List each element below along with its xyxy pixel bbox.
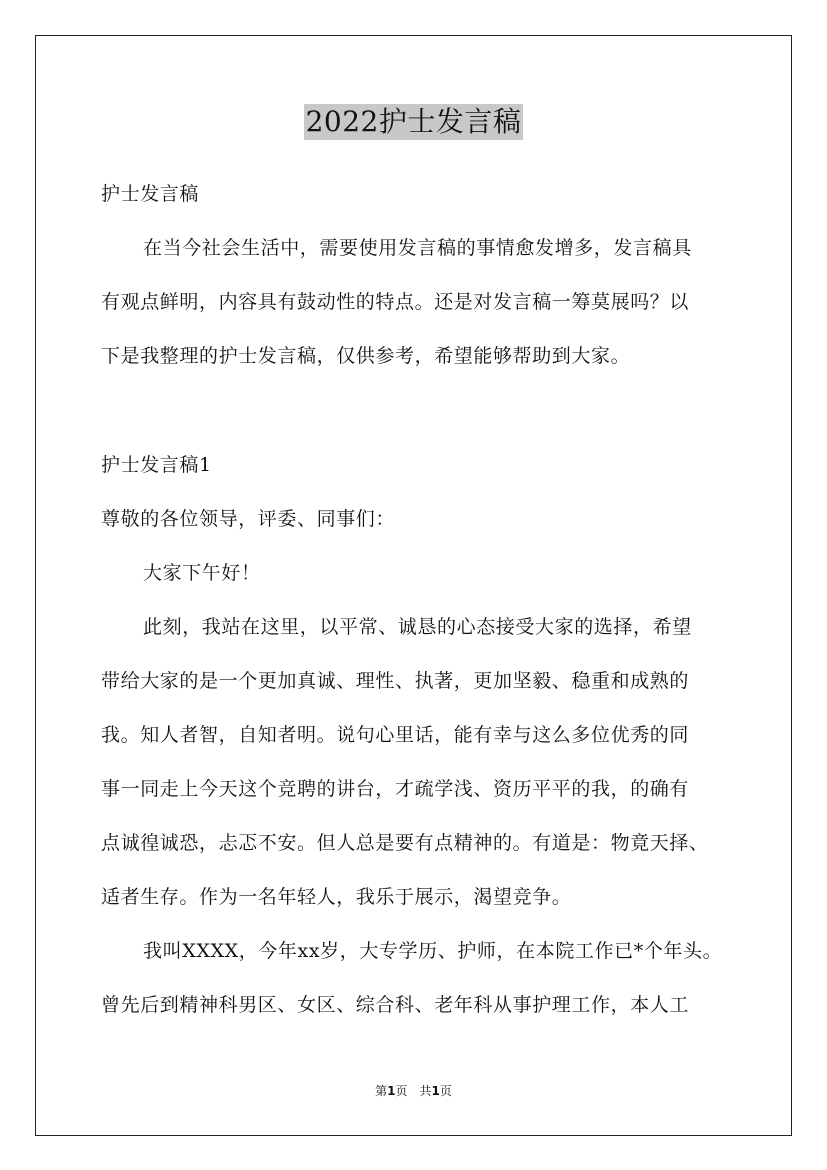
- document-title: 2022护士发言稿: [305, 105, 522, 138]
- paragraph-line: 此刻，我站在这里，以平常、诚恳的心态接受大家的选择，希望: [143, 616, 692, 638]
- section-heading: 护士发言稿1: [101, 454, 212, 476]
- greeting: 大家下午好！: [143, 562, 261, 584]
- paragraph-line: 在当今社会生活中，需要使用发言稿的事情愈发增多，发言稿具: [143, 237, 692, 259]
- paragraph-line: 有观点鲜明，内容具有鼓动性的特点。还是对发言稿一筹莫展吗？以: [101, 291, 690, 313]
- paragraph-line: 带给大家的是一个更加真诚、理性、执著，更加坚毅、稳重和成熟的: [101, 670, 690, 692]
- salutation: 尊敬的各位领导，评委、同事们：: [101, 508, 396, 530]
- paragraph-line: 事一同走上今天这个竞聘的讲台，才疏学浅、资历平平的我，的确有: [101, 778, 690, 800]
- section-heading: 护士发言稿: [101, 183, 200, 205]
- paragraph-line: 我叫XXXX，今年xx岁，大专学历、护师，在本院工作已*个年头。: [143, 940, 723, 962]
- paragraph-line: 下是我整理的护士发言稿，仅供参考，希望能够帮助到大家。: [101, 345, 631, 367]
- footer-suffix: 页: [439, 1084, 452, 1098]
- footer-prefix: 第: [375, 1084, 388, 1098]
- title-container: [0, 104, 827, 140]
- footer-page-number: 1: [387, 1084, 396, 1098]
- paragraph-line: 我。知人者智，自知者明。说句心里话，能有幸与这么多位优秀的同: [101, 724, 690, 746]
- footer-middle: 页 共: [395, 1084, 432, 1098]
- page-footer: [0, 1083, 827, 1099]
- paragraph-line: 曾先后到精神科男区、女区、综合科、老年科从事护理工作，本人工: [101, 994, 690, 1016]
- paragraph-line: 点诚徨诚恐，忐忑不安。但人总是要有点精神的。有道是：物竟天择、: [101, 832, 709, 854]
- footer-page-total: 1: [431, 1084, 440, 1098]
- paragraph-line: 适者生存。作为一名年轻人，我乐于展示，渴望竞争。: [101, 886, 572, 908]
